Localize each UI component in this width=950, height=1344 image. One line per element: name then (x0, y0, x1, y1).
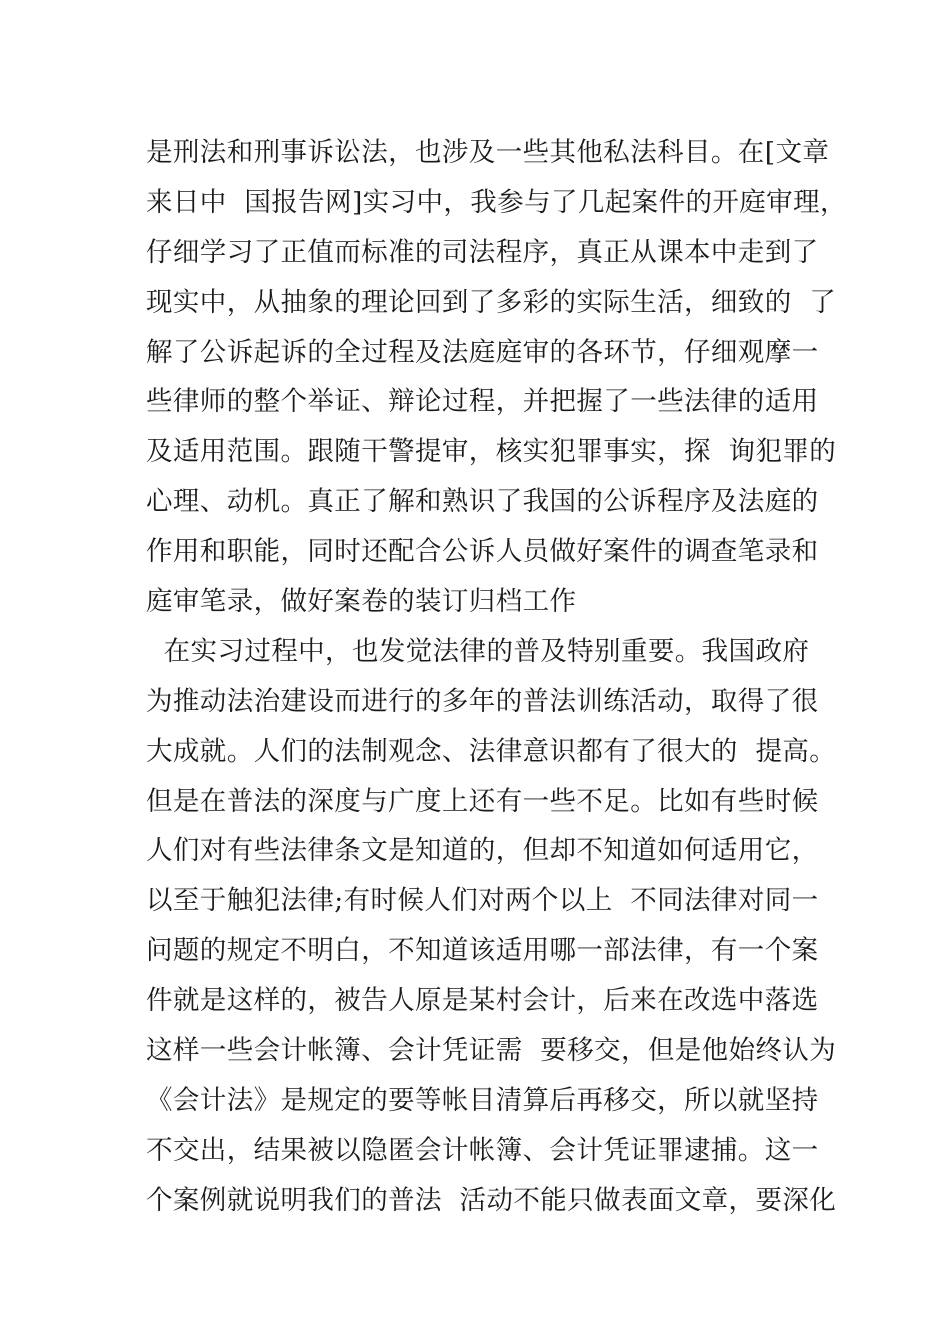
text-line: 不交出，结果被以隐匿会计帐簿、会计凭证罪逮捕。这一 (146, 1134, 819, 1166)
text-line: 仔细学习了正值而标准的司法程序，真正从课本中走到了 (146, 236, 819, 268)
text-line: 作用和职能，同时还配合公诉人员做好案件的调查笔录和 (146, 536, 819, 568)
text-line: 心理、动机。真正了解和熟识了我国的公诉程序及法庭的 (146, 486, 819, 518)
paragraph-start-line: 在实习过程中，也发觉法律的普及特别重要。我国政府 (146, 635, 810, 667)
text-line: 大成就。人们的法制观念、法律意识都有了很大的 提高。 (146, 735, 837, 767)
text-line: 《会计法》是规定的要等帐目清算后再移交，所以就坚持 (146, 1084, 819, 1116)
text-line: 为推动法治建设而进行的多年的普法训练活动，取得了很 (146, 685, 819, 717)
text-line: 些律师的整个举证、辩论过程，并把握了一些法律的适用 (146, 386, 819, 418)
text-line: 及适用范围。跟随干警提审，核实犯罪事实，探 询犯罪的 (146, 436, 837, 468)
body-text (146, 128, 847, 1226)
text-line: 是刑法和刑事诉讼法，也涉及一些其他私法科目。在[文章 (146, 137, 830, 168)
text-line: 问题的规定不明白，不知道该适用哪一部法律，有一个案 (146, 935, 819, 967)
text-line: 以至于触犯法律;有时候人们对两个以上 不同法律对同一 (146, 885, 819, 917)
text-line: 这样一些会计帐簿、会计凭证需 要移交，但是他始终认为 (146, 1035, 837, 1067)
text-line: 庭审笔录，做好案卷的装订归档工作 (146, 586, 577, 618)
text-line: 来日中 国报告网]实习中，我参与了几起案件的开庭审理， (146, 186, 847, 218)
text-line: 人们对有些法律条文是知道的，但却不知道如何适用它， (146, 835, 819, 867)
text-line: 解了公诉起诉的全过程及法庭庭审的各环节，仔细观摩一 (146, 336, 819, 368)
text-line: 现实中，从抽象的理论回到了多彩的实际生活，细致的 了 (146, 286, 837, 318)
text-line: 但是在普法的深度与广度上还有一些不足。比如有些时候 (146, 785, 819, 817)
text-line: 件就是这样的，被告人原是某村会计，后来在改选中落选 (146, 985, 819, 1017)
text-line: 个案例就说明我们的普法 活动不能只做表面文章，要深化 (146, 1184, 837, 1216)
